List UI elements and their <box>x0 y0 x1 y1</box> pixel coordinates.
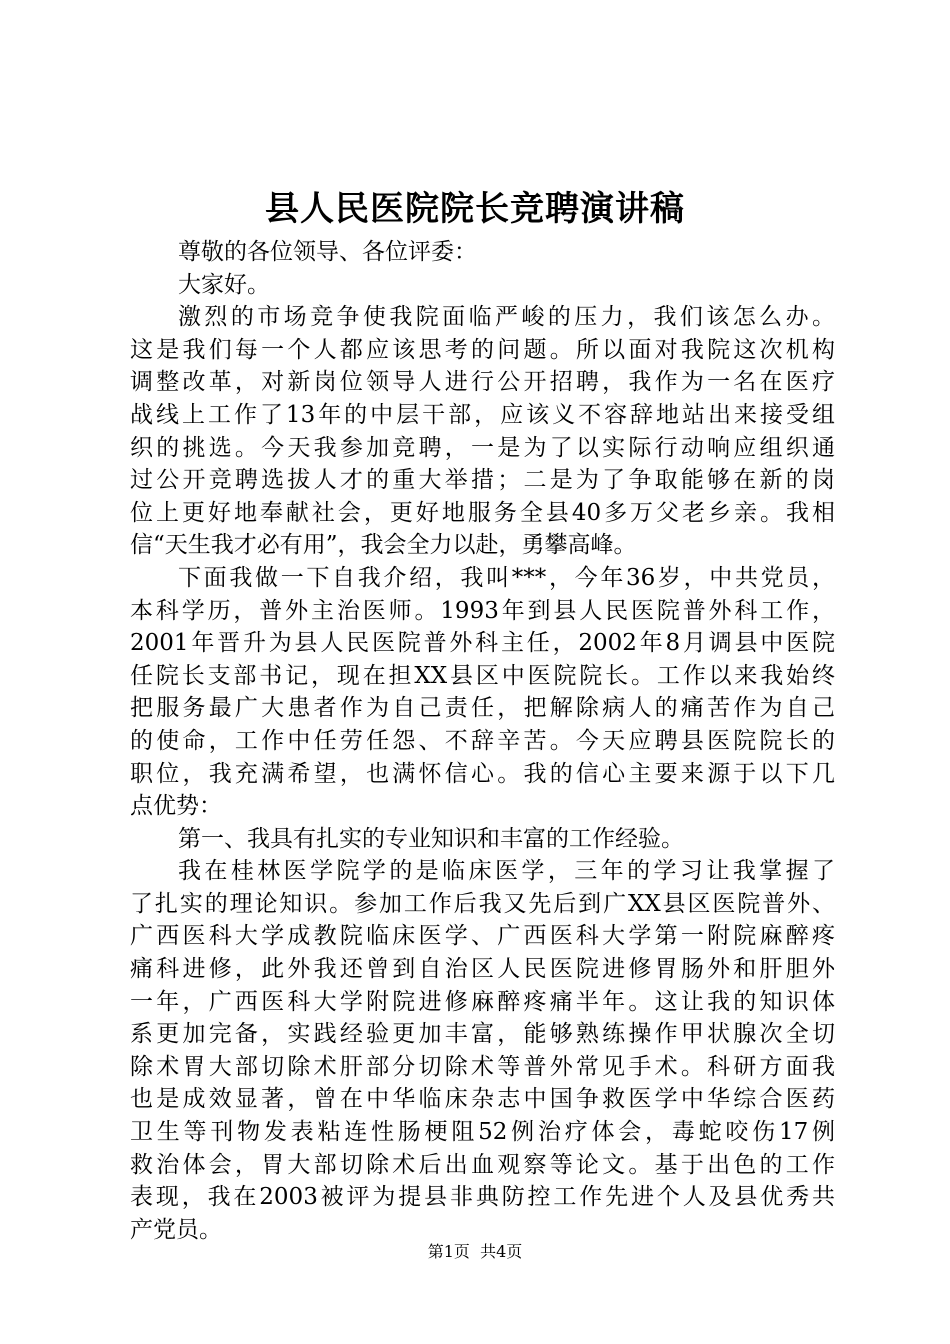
text-line: 痛科进修，此外我还曾到自治区人民医院进修胃肠外和肝胆外 <box>130 956 835 983</box>
text-line: 任院长支部书记，现在担XX县区中医院院长。工作以来我始终 <box>130 662 835 689</box>
text-line: 织的挑选。今天我参加竞聘，一是为了以实际行动响应组织通 <box>130 434 835 461</box>
text-line: 本科学历，普外主治医师。1993年到县人民医院普外科工作， <box>130 597 835 624</box>
document-title: 县人民医院院长竞聘演讲稿 <box>265 189 685 229</box>
text-line: 大家好。 <box>178 271 270 298</box>
text-line: 调整改革，对新岗位领导人进行公开招聘，我作为一名在医疗 <box>130 369 835 396</box>
text-line: 激烈的市场竞争使我院面临严峻的压力，我们该怎么办。 <box>178 304 835 331</box>
text-line: 我在桂林医学院学的是临床医学，三年的学习让我掌握了 <box>178 858 835 885</box>
text-line: 也是成效显著，曾在中华临床杂志中国争救医学中华综合医药 <box>130 1086 835 1113</box>
text-line: 把服务最广大患者作为自己责任，把解除病人的痛苦作为自己 <box>130 695 835 722</box>
text-line: 了扎实的理论知识。参加工作后我又先后到广XX县区医院普外、 <box>130 890 835 917</box>
text-line: 系更加完备，实践经验更加丰富，能够熟练操作甲状腺次全切 <box>130 1021 835 1048</box>
text-line: 职位，我充满希望，也满怀信心。我的信心主要来源于以下几 <box>130 760 835 787</box>
text-line: 尊敬的各位领导、各位评委： <box>178 239 477 265</box>
text-line: 信“天生我才必有用”，我会全力以赴，勇攀高峰。 <box>130 532 637 559</box>
text-line: 救治体会，胃大部切除术后出血观察等论文。基于出色的工作 <box>130 1151 835 1178</box>
text-line: 表现，我在2003被评为提县非典防控工作先进个人及县优秀共 <box>130 1184 835 1211</box>
text-line: 除术胃大部切除术肝部分切除术等普外常见手术。科研方面我 <box>130 1053 835 1080</box>
page-footer: 第1页 共4页 <box>427 1242 523 1261</box>
text-line: 卫生等刊物发表粘连性肠梗阻52例治疗体会，毒蛇咬伤17例 <box>130 1119 835 1146</box>
text-line: 产党员。 <box>130 1216 222 1243</box>
text-line: 广西医科大学成教院临床医学、广西医科大学第一附院麻醉疼 <box>130 923 835 950</box>
text-line: 过公开竞聘选拔人才的重大举措；二是为了争取能够在新的岗 <box>130 467 835 494</box>
text-line: 这是我们每一个人都应该思考的问题。所以面对我院这次机构 <box>130 336 835 363</box>
text-line: 点优势： <box>130 793 222 820</box>
text-line: 战线上工作了13年的中层干部，应该义不容辞地站出来接受组 <box>130 401 835 428</box>
text-line: 第一、我具有扎实的专业知识和丰富的工作经验。 <box>178 825 684 852</box>
text-line: 2001年晋升为县人民医院普外科主任，2002年8月调县中医院 <box>130 630 835 657</box>
text-line: 下面我做一下自我介绍，我叫***，今年36岁，中共党员， <box>178 564 835 591</box>
text-line: 的使命，工作中任劳任怨、不辞辛苦。今天应聘县医院院长的 <box>130 727 835 754</box>
document-body <box>130 236 835 1246</box>
text-line: 位上更好地奉献社会，更好地服务全县40多万父老乡亲。我相 <box>130 499 835 526</box>
text-line: 一年，广西医科大学附院进修麻醉疼痛半年。这让我的知识体 <box>130 988 835 1015</box>
